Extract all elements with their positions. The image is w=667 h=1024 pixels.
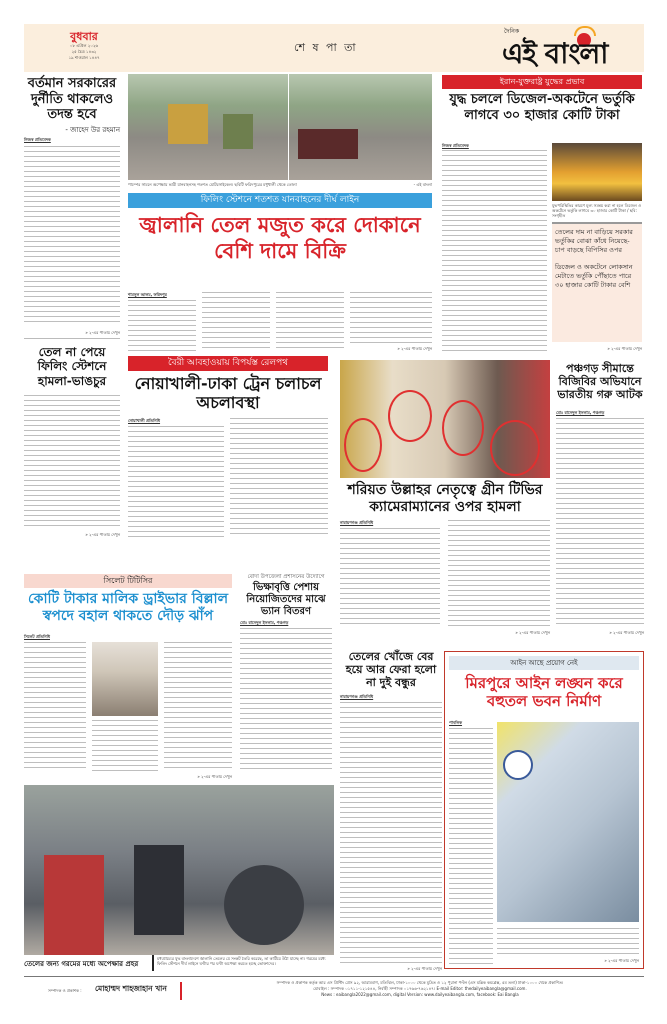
iran-photo-caption: যুদ্ধপরিস্থিতির কারণে মূল্য সমন্বয় করা না হলে ডিজেল ও অকটেনে ভর্তুকি লাগবে ৩০ হাজার কোটি টাকা / ছবি: সংগৃহীত: [552, 203, 642, 218]
fuel-body-col2: [202, 292, 270, 352]
date-gregorian: ০৮ এপ্রিল ২০২৬: [69, 43, 99, 48]
footer-imprint-line1: সম্পাদক ও প্রকাশক কর্তৃক আর এস প্রিন্টিং প্রেস ৯২, আরামবাগ, মতিঝিল, ঢাকা-১০০০ থেকে মুদ্রিত ও ১২ পুরানা পল্টন (এস মল্লিক কমপ্লেক্স, ৫ম তলা) ঢাকা-১০০০ থেকে প্রকাশিত।: [276, 980, 564, 985]
photo-split: [288, 74, 289, 180]
fuel-photo-credit: - এই বাংলা: [413, 182, 432, 187]
green-tv-body-col2: [448, 520, 550, 628]
mirpur-continued[interactable]: » ২-এর পাতায় দেখুন: [604, 958, 639, 963]
rail-kicker-band: বৈরী আবহাওয়ায় বিপর্যস্ত রেলপথ: [128, 356, 328, 371]
iran-byline: নিজস্ব প্রতিবেদক: [442, 143, 469, 148]
fuel-byline: শামসুল আলম, ফরিদপুর: [128, 292, 167, 297]
mirpur-body-col1: [449, 728, 493, 964]
sylhet-byline: সিলেট প্রতিনিধি: [24, 634, 50, 639]
bottom-photo-caption-title: তেলের জন্য গরমের মধ্যে অপেক্ষার প্রহর: [24, 960, 139, 968]
green-tv-headline: শরিয়ত উল্লাহর নেতৃত্বে গ্রীন টিভির ক্যামেরাম্যানের ওপর হামলা: [347, 482, 543, 515]
rail-byline: নোয়াখালী প্রতিনিধি: [128, 418, 161, 423]
footer-editor-name: মোহাম্মদ শাহজাহান খান: [95, 984, 167, 993]
motorcycle-shape: [134, 845, 184, 935]
corruption-quote-by: - জাহেদ উর রহমান: [65, 126, 120, 134]
masthead-dates: [54, 43, 114, 61]
motorcycle-wheel-shape: [224, 865, 304, 945]
motorcycles-shape: [298, 129, 358, 159]
corruption-body: [24, 146, 120, 326]
mirpur-kicker-band: আইন আছে প্রয়োগ নেই: [449, 656, 639, 670]
date-hijri: ১৯ শাওয়াল ১৪৪৭: [68, 55, 100, 60]
panchagarh-headline: পঞ্চগড় সীমান্তে বিজিবির অভিযানে ভারতীয় গরু আটক: [557, 362, 643, 402]
filling-station-headline: তেল না পেয়ে ফিলিং স্টেশনে হামলা-ভাঙচুর: [37, 345, 107, 388]
fuel-continued[interactable]: » ২-এর পাতায় দেখুন: [397, 346, 432, 351]
oil-fire-photo: [552, 143, 642, 201]
panchagarh-body: [556, 418, 644, 628]
green-tv-body-col1: [340, 528, 440, 628]
sylhet-body-col1: [24, 642, 86, 772]
van-headline: ভিক্ষাবৃত্তি পেশায় নিয়োজিতদের মাঝে ভ্যান বিতরণ: [246, 582, 326, 617]
iran-highlight-1: তেলের দাম না বাড়িয়ে সরকার ভর্তুকির বোঝা কাঁধে নিয়েছে-চাপ বাড়ছে বিপিসির ওপর: [555, 228, 633, 254]
sylhet-headline: কোটি টাকার মালিক ড্রাইভার বিল্লাল স্বপদে বহাল থাকতে দৌড় ঝাঁপ: [27, 591, 229, 624]
newspaper-logo: এই বাংলা: [502, 37, 608, 70]
van-byline: মোঃ রাসেদুল ইসলাম, পঞ্চগড়: [240, 620, 289, 625]
two-friends-continued[interactable]: » ২-এর পাতায় দেখুন: [407, 966, 442, 971]
iran-body: [442, 150, 547, 355]
logo-daily-label: দৈনিক: [504, 28, 520, 35]
divider: [24, 338, 120, 339]
date-bengali: ২৫ চৈত্র ১৪৩২: [71, 49, 97, 54]
fuel-body-col1: [128, 300, 196, 352]
panchagarh-continued[interactable]: » ২-এর পাতায় দেখুন: [609, 630, 644, 635]
corruption-continued[interactable]: » ২-এর পাতায় দেখুন: [85, 330, 120, 335]
van-kicker: বোদা উপজেলা প্রশাসনের উদ্যোগে: [247, 574, 325, 580]
rail-body-col1: [128, 426, 224, 538]
fuel-kicker-band: ফিলিং স্টেশনে শতশত যানবাহনের দীর্ঘ লাইন: [128, 193, 432, 208]
mirpur-body-col2: [497, 928, 639, 958]
fuel-body-col3: [276, 292, 344, 352]
page-name: শে ষ পা তা: [294, 41, 358, 54]
sylhet-continued[interactable]: » ২-এর পাতায় দেখুন: [197, 774, 232, 779]
highlight-circle: [442, 400, 484, 456]
corruption-byline: নিজস্ব প্রতিবেদক: [24, 137, 51, 142]
fuel-body-col4: [350, 292, 432, 344]
rail-body-col2: [230, 418, 328, 538]
corruption-headline: বর্তমান সরকারের দুর্নীতি থাকলেও তদন্ত হবে: [27, 76, 117, 123]
bottom-photo-caption-text: মধ্যপ্রাচ্যের যুদ্ধ বাংলাদেশে জ্বালানি তেলের যে সংকট তৈরি করেছে, তা কাটিয়ে উঠা যাচ্ছে না। গরমের মধ্যে ফিলিং স্টেশনে দীর্ঘ লাইনে ঘণ্টার পর ঘণ্টা অপেক্ষা করতে হচ্ছে ভোক্তাদের।: [157, 956, 326, 966]
masthead: [24, 24, 644, 72]
iran-kicker-band: ইরান-যুক্তরাষ্ট্র যুদ্ধের প্রভাব: [442, 75, 642, 89]
fuel-main-headline: জ্বালানি তেল মজুত করে দোকানে বেশি দামে বিক্রি: [139, 213, 421, 264]
fuel-queue-photo: [128, 74, 432, 180]
two-friends-headline: তেলের খোঁজে বের হয়ে আর ফেরা হলো না দুই বন্ধুর: [345, 650, 437, 690]
footer-editor-label: সম্পাদক ও প্রকাশক :: [48, 988, 82, 993]
green-tv-byline: নারায়ণগঞ্জ প্রতিনিধি: [340, 520, 374, 525]
truck-shape: [168, 104, 208, 144]
mirpur-headline: মিরপুরে আইন লঙ্ঘন করে বহুতল ভবন নির্মাণ: [465, 674, 623, 710]
iran-headline: যুদ্ধ চললে ডিজেল-অকটেনে ভর্তুকি লাগবে ৩০ হাজার কোটি টাকা: [449, 92, 635, 123]
footer-imprint-line2: মোবাইল : সম্পাদক ০১৭১১-১২১৫৪৪, নির্বাহী সম্পাদক ০১৭৬৬-৭৬২১৪৭। E-mail Editor: thedailyeaibangla@gmail.com.: [313, 986, 527, 991]
filling-station-body: [24, 395, 120, 530]
iran-continued[interactable]: » ২-এর পাতায় দেখুন: [607, 346, 642, 351]
footer-rule: [24, 976, 644, 977]
iran-highlight-2: ডিজেল ও অকটেনে লোকসান মেটাতে ভর্তুকি পৌঁছাতে পারে ৩০ হাজার কোটি টাকার বেশি: [555, 263, 633, 289]
footer-separator: [180, 982, 182, 1000]
caption-separator: [152, 955, 154, 971]
filling-station-continued[interactable]: » ২-এর পাতায় দেখুন: [85, 532, 120, 537]
authority-seal-icon: [503, 750, 533, 780]
panchagarh-byline: মোঃ রাসেদুল ইসলাম, পঞ্চগড়: [556, 410, 605, 415]
two-friends-byline: নারায়ণগঞ্জ প্রতিনিধি: [340, 694, 374, 699]
driver-portrait-photo: [92, 642, 158, 716]
masthead-day: বুধবার: [70, 30, 98, 43]
highlight-circle: [490, 420, 540, 476]
footer-imprint-line3: News : eaibangla2022@gmail.com, digital Version: www.dailyeaibangla.com, facebook: Eai Bangla: [321, 992, 519, 997]
rail-headline: নোয়াখালী-ঢাকা ট্রেন চলাচল অচলাবস্থা: [134, 374, 322, 413]
motorcycle-shape: [44, 855, 104, 955]
mirpur-story-box: [444, 651, 644, 969]
mirpur-byline: পাবলিক: [449, 720, 463, 725]
truck-shape: [223, 114, 253, 149]
fuel-photo-caption: পাম্পের সামনে অপেক্ষায় ভারী যানবাহনসহ শতশত মোটরসাইকেল। ছবিটি ফরিদপুরের মধুখালী থেকে তোলা: [128, 182, 297, 187]
sylhet-body-col2: [92, 720, 158, 772]
green-tv-continued[interactable]: » ২-এর পাতায় দেখুন: [515, 630, 550, 635]
two-friends-body: [340, 702, 442, 964]
footer-imprint: [200, 980, 640, 998]
green-tv-attack-photo: [340, 360, 550, 478]
van-body: [240, 628, 332, 772]
iran-highlights-box: [552, 222, 642, 342]
motorcycle-queue-photo: [24, 785, 334, 955]
highlight-circle: [344, 418, 382, 472]
sylhet-kicker-band: সিলেট টিটিসির: [24, 574, 232, 588]
sylhet-body-col3: [164, 642, 232, 772]
highlight-circle: [388, 390, 432, 442]
building-photo: [497, 722, 639, 922]
